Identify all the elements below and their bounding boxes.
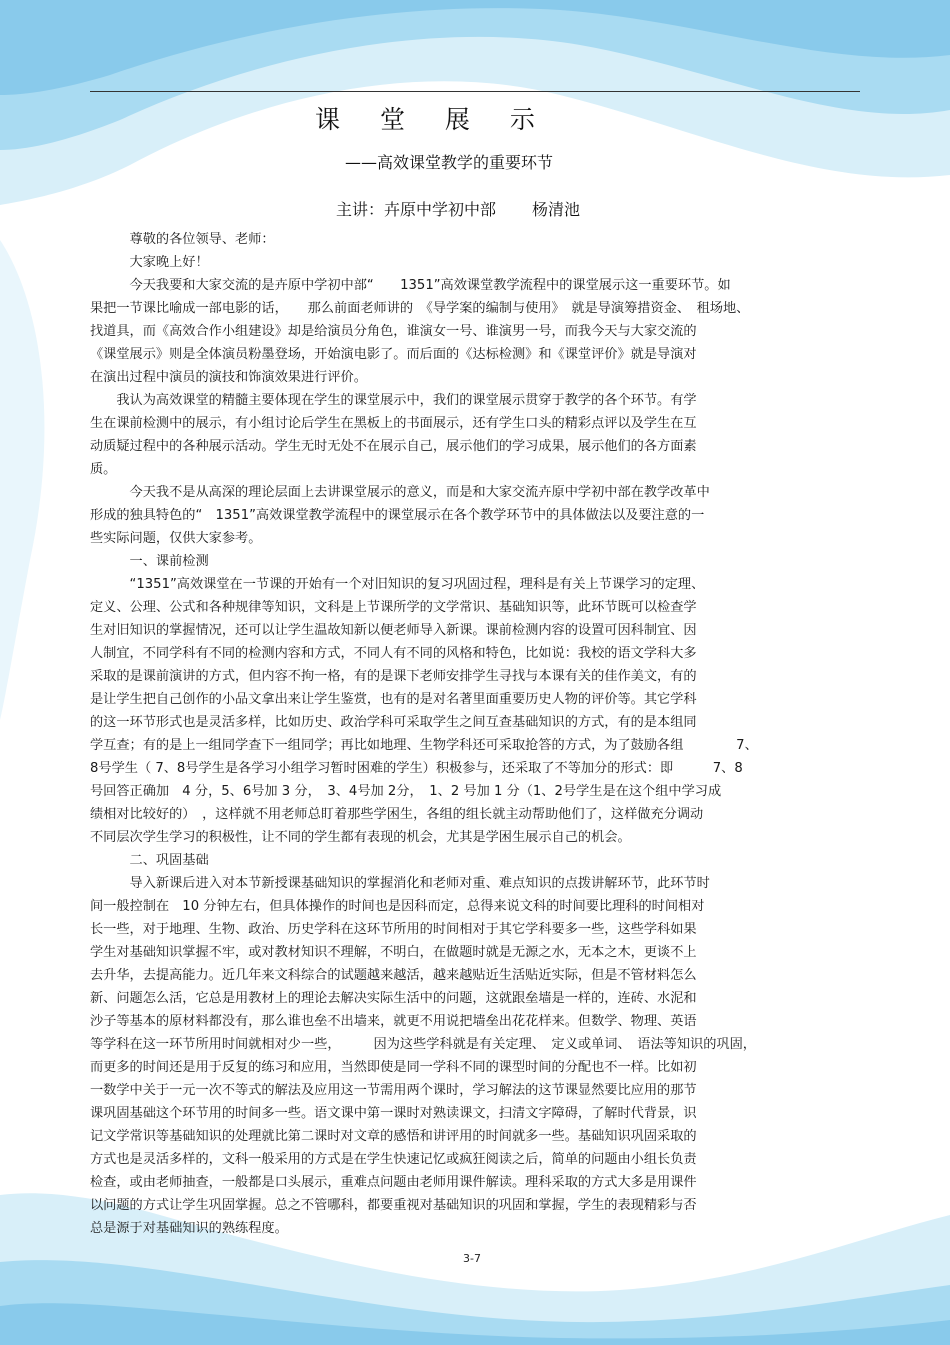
body-line: 沙子等基本的原材料都没有，那么谁也垒不出墙来，就更不用说把墙垒出花花样来。但数学、物理、英语 [90,1014,697,1029]
body-line: 今天我要和大家交流的是卉原中学初中部“ 1351”高效课堂教学流程中的课堂展示这一重要环节。如 [90,278,731,293]
speaker-prefix: 主讲：卉原中学初中部 [336,200,497,219]
body-line: 不同层次学生学习的积极性，让不同的学生都有表现的机会，尤其是学困生展示自己的机会。 [90,830,631,845]
body-line: 些实际问题，仅供大家参考。 [90,531,262,546]
header-rule [90,91,860,92]
page-number: 3-7 [463,1252,481,1265]
body-line: 绩相对比较好的） ，这样就不用老师总盯着那些学困生，各组的组长就主动帮助他们了，这样做充分调动 [90,807,704,822]
body-line: 采取的是课前演讲的方式，但内容不拘一格，有的是课下老师安排学生寻找与本课有关的佳作美文，有的 [90,669,697,684]
body-text [90,228,860,1240]
body-line: 找道具，而《高效合作小组建设》却是给演员分角色，谁演女一号、谁演男一号，而我今天与大家交流的 [90,324,697,339]
body-line: 检查，或由老师抽查，一般都是口头展示，重难点问题由老师用课件解读。理科采取的方式大多是用课件 [90,1175,697,1190]
body-line: 课巩固基础这个环节用的时间多一些。语文课中第一课时对熟读课文，扫清文字障碍，了解时代背景，识 [90,1106,697,1121]
body-line: 学生对基础知识掌握不牢，或对教材知识不理解，不明白，在做题时就是无源之水，无本之木，更谈不上 [90,945,697,960]
body-line: “1351”高效课堂在一节课的开始有一个对旧知识的复习巩固过程，理科是有关上节课学习的定理、 [90,577,705,592]
body-line: 间一般控制在 10 分钟左右，但具体操作的时间也是因科而定，总得来说文科的时间要比理科的时间相对 [90,899,705,914]
speaker-name: 杨清池 [532,200,581,219]
speaker-line [336,197,580,220]
page-title: 课 堂 展 示 [315,105,551,134]
page-subtitle: ——高效课堂教学的重要环节 [345,153,554,172]
body-line: 人制宜，不同学科有不同的检测内容和方式，不同人有不同的风格和特色，比如说：我校的语文学科大多 [90,646,697,661]
body-line: 在演出过程中演员的演技和饰演效果进行评价。 [90,370,367,385]
body-line: 记文学常识等基础知识的处理就比第二课时对文章的感悟和讲评用的时间就多一些。基础知识巩固采取的 [90,1129,697,1144]
body-line: 二、巩固基础 [90,853,209,868]
body-line: 方式也是灵活多样的，文科一般采用的方式是在学生快速记忆或疯狂阅读之后，简单的问题由小组长负责 [90,1152,697,1167]
body-line: 果把一节课比喻成一部电影的话， 那么前面老师讲的 《导学案的编制与使用》 就是导演筹措资金、 租场地、 [90,301,750,316]
body-line: 是让学生把自己创作的小品文拿出来让学生鉴赏，也有的是对名著里面重要历史人物的评价等。其它学科 [90,692,697,707]
body-line: 学互查；有的是上一组同学查下一组同学；再比如地理、生物学科还可采取抢答的方式，为了鼓励各组 7、 [90,738,758,753]
body-line: 一数学中关于一元一次不等式的解法及应用这一节需用两个课时，学习解法的这节课显然要比应用的那节 [90,1083,697,1098]
body-line: 动质疑过程中的各种展示活动。学生无时无处不在展示自己，展示他们的学习成果，展示他们的各方面素 [90,439,697,454]
body-line: 8号学生（ 7、8号学生是各学习小组学习暂时困难的学生）积极参与，还采取了不等加分的形式：即 7、8 [90,761,743,776]
body-line: 《课堂展示》则是全体演员粉墨登场，开始演电影了。而后面的《达标检测》和《课堂评价》就是导演对 [90,347,697,362]
body-line: 生对旧知识的掌握情况，还可以让学生温故知新以便老师导入新课。课前检测内容的设置可因科制宜、因 [90,623,697,638]
body-line: 今天我不是从高深的理论层面上去讲课堂展示的意义，而是和大家交流卉原中学初中部在教学改革中 [90,485,710,500]
body-line: 而更多的时间还是用于反复的练习和应用，当然即使是同一学科不同的课型时间的分配也不一样。比如初 [90,1060,697,1075]
body-line: 尊敬的各位领导、老师： [90,232,275,247]
body-line: 质。 [90,462,117,477]
body-line: 长一些，对于地理、生物、政治、历史学科在这环节所用的时间相对于其它学科要多一些，这些学科如果 [90,922,697,937]
body-line: 我认为高效课堂的精髓主要体现在学生的课堂展示中，我们的课堂展示贯穿于教学的各个环节。有学 [90,393,697,408]
body-line: 生在课前检测中的展示，有小组讨论后学生在黑板上的书面展示，还有学生口头的精彩点评以及学生在互 [90,416,697,431]
body-line: 等学科在这一环节所用时间就相对少一些， 因为这些学科就是有关定理、 定义或单词、 语法等知识的巩固， [90,1037,756,1052]
body-line: 的这一环节形式也是灵活多样，比如历史、政治学科可采取学生之间互查基础知识的方式，有的是本组同 [90,715,697,730]
body-line: 大家晚上好！ [90,255,209,270]
body-line: 以问题的方式让学生巩固掌握。总之不管哪科，都要重视对基础知识的巩固和掌握，学生的表现精彩与否 [90,1198,697,1213]
body-line: 号回答正确加 4 分，5、6号加 3 分， 3、4号加 2分， 1、2 号加 1 分（1、2号学生是在这个组中学习成 [90,784,722,799]
body-line: 总是源于对基础知识的熟练程度。 [90,1221,288,1236]
body-line: 新、问题怎么活，它总是用教材上的理论去解决实际生活中的问题，这就跟垒墙是一样的，连砖、水泥和 [90,991,697,1006]
body-line: 定义、公理、公式和各种规律等知识，文科是上节课所学的文学常识、基础知识等，此环节既可以检查学 [90,600,697,615]
body-line: 一、课前检测 [90,554,209,569]
body-line: 去升华，去提高能力。近几年来文科综合的试题越来越活，越来越贴近生活贴近实际，但是不管材料怎么 [90,968,697,983]
body-line: 导入新课后进入对本节新授课基础知识的掌握消化和老师对重、难点知识的点拨讲解环节，此环节时 [90,876,710,891]
body-line: 形成的独具特色的“ 1351”高效课堂教学流程中的课堂展示在各个教学环节中的具体做法以及要注意的一 [90,508,705,523]
